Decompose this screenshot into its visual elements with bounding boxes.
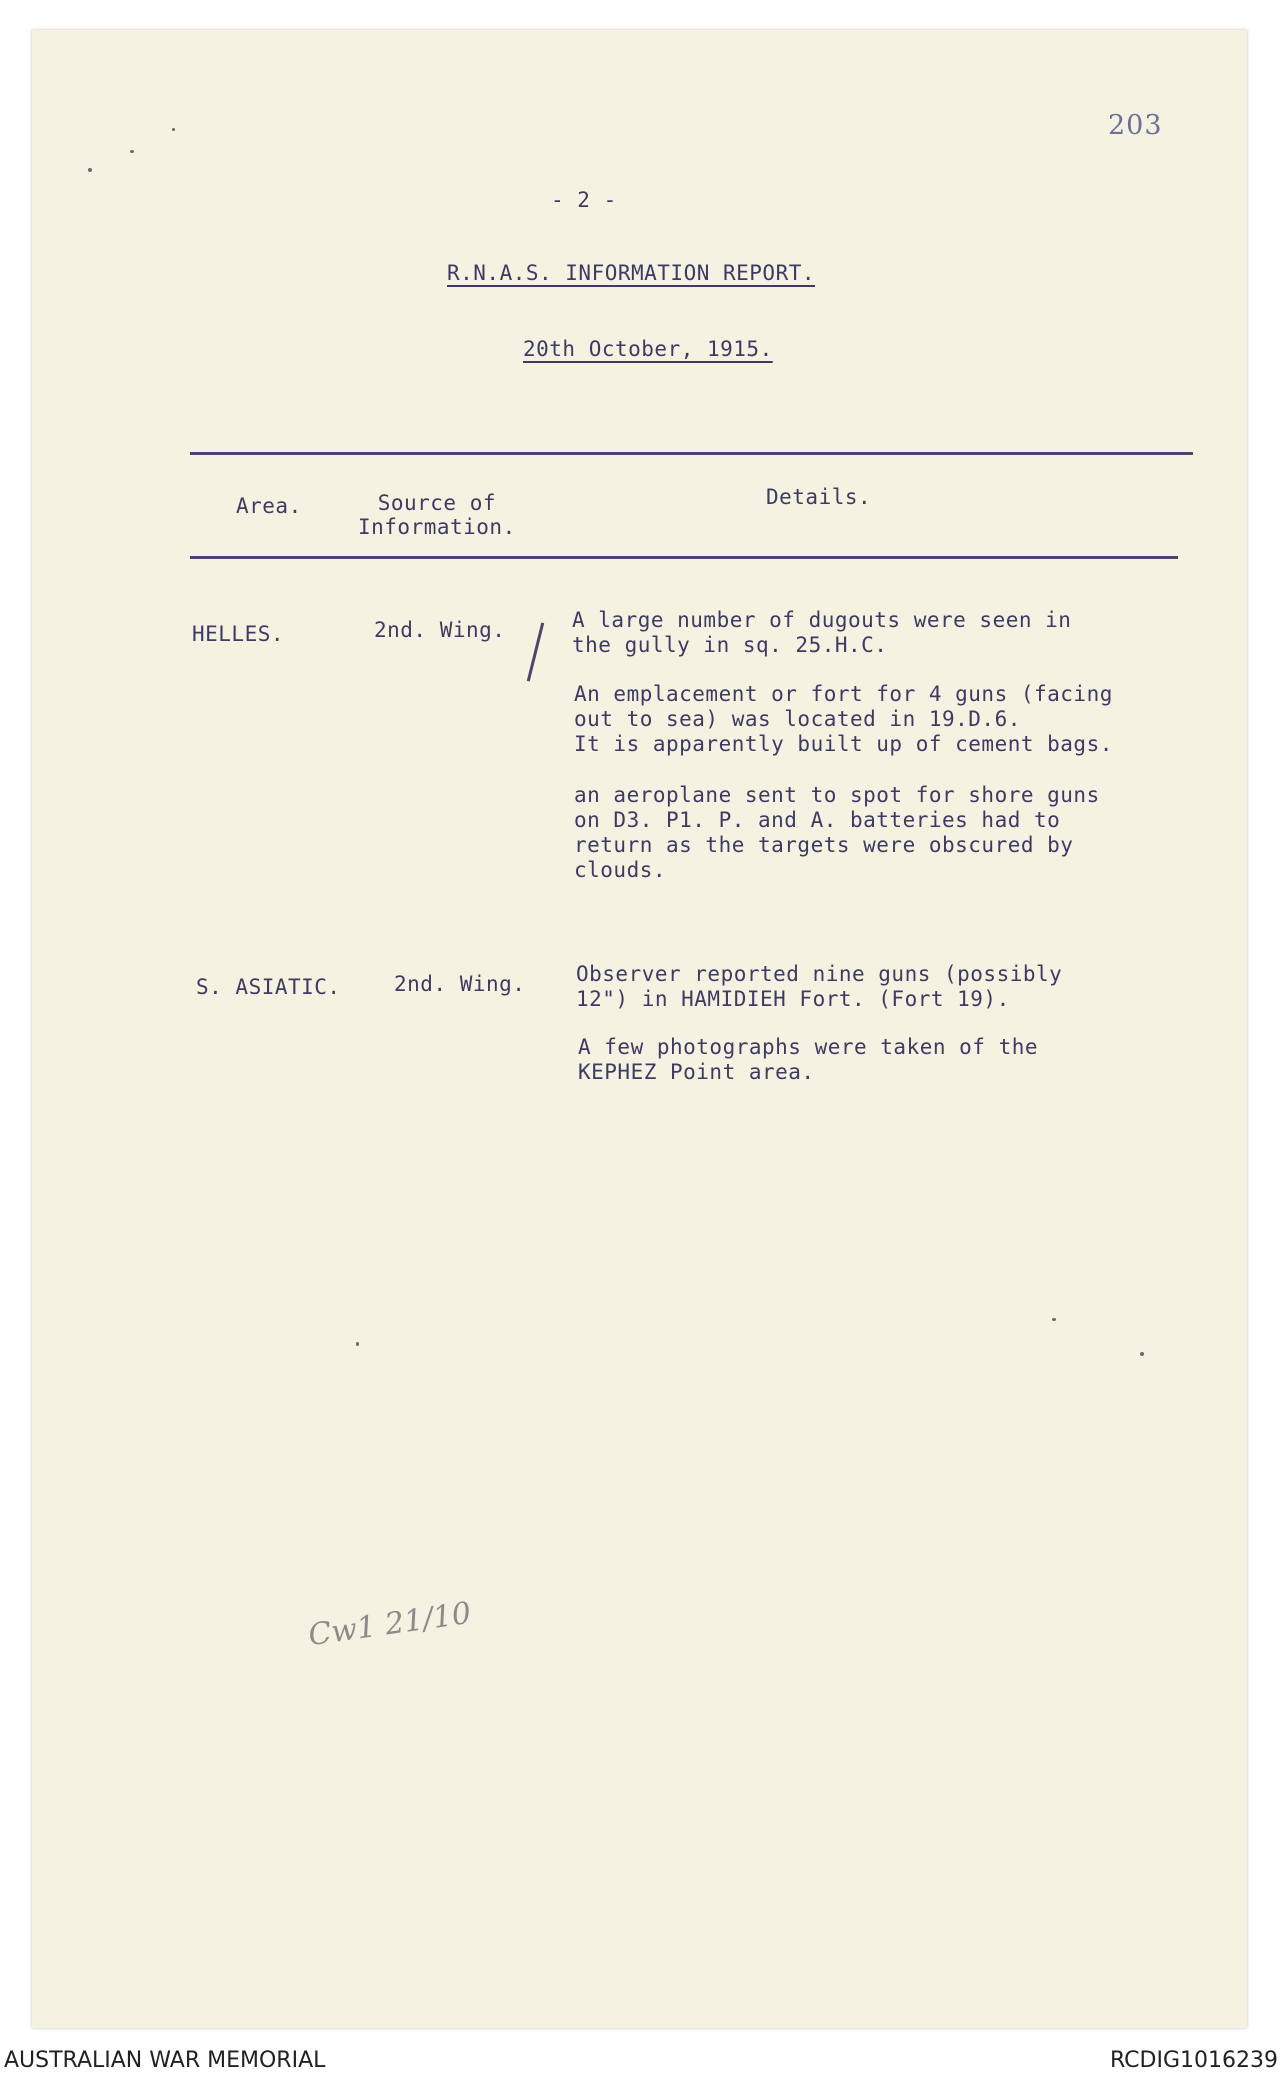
table-header-rule	[190, 556, 1178, 559]
row-area-helles: HELLES.	[192, 622, 285, 646]
paper-speck	[1052, 1318, 1056, 1321]
paper-speck	[1140, 1352, 1144, 1356]
header-source: Source of Information.	[358, 491, 516, 539]
paper-speck	[130, 150, 134, 153]
row-area-s-asiatic: S. ASIATIC.	[196, 975, 341, 999]
document-page	[32, 30, 1247, 2028]
row-detail-s-asiatic-2: A few photographs were taken of the KEPHEZ Point area.	[578, 1035, 1039, 1084]
handwritten-initials: Cw1 21/10	[306, 1595, 474, 1654]
row-detail-helles-2: An emplacement or fort for 4 guns (facing out to sea) was located in 19.D.6. It is apparently built up of cement bags.	[574, 682, 1113, 756]
table-top-rule	[190, 452, 1193, 455]
report-title: R.N.A.S. INFORMATION REPORT.	[447, 261, 816, 285]
paper-speck	[172, 128, 175, 131]
row-detail-s-asiatic-1: Observer reported nine guns (possibly 12") in HAMIDIEH Fort. (Fort 19).	[576, 962, 1063, 1011]
header-area: Area.	[236, 494, 302, 518]
row-detail-helles-1: A large number of dugouts were seen in the gully in sq. 25.H.C.	[572, 608, 1072, 657]
footer-institution: AUSTRALIAN WAR MEMORIAL	[4, 2048, 326, 2073]
row-source-s-asiatic: 2nd. Wing.	[394, 972, 526, 996]
header-details: Details.	[766, 485, 872, 509]
folio-number: 203	[1108, 110, 1163, 141]
paper-speck	[356, 1342, 359, 1346]
row-source-helles: 2nd. Wing.	[374, 618, 506, 642]
report-date: 20th October, 1915.	[523, 337, 773, 361]
page-number: - 2 -	[551, 188, 617, 212]
paper-speck	[88, 168, 92, 172]
row-detail-helles-3: an aeroplane sent to spot for shore guns on D3. P1. P. and A. batteries had to return as the targets were obscured by clouds.	[574, 783, 1100, 882]
footer-record-id: RCDIG1016239	[1109, 2048, 1278, 2073]
